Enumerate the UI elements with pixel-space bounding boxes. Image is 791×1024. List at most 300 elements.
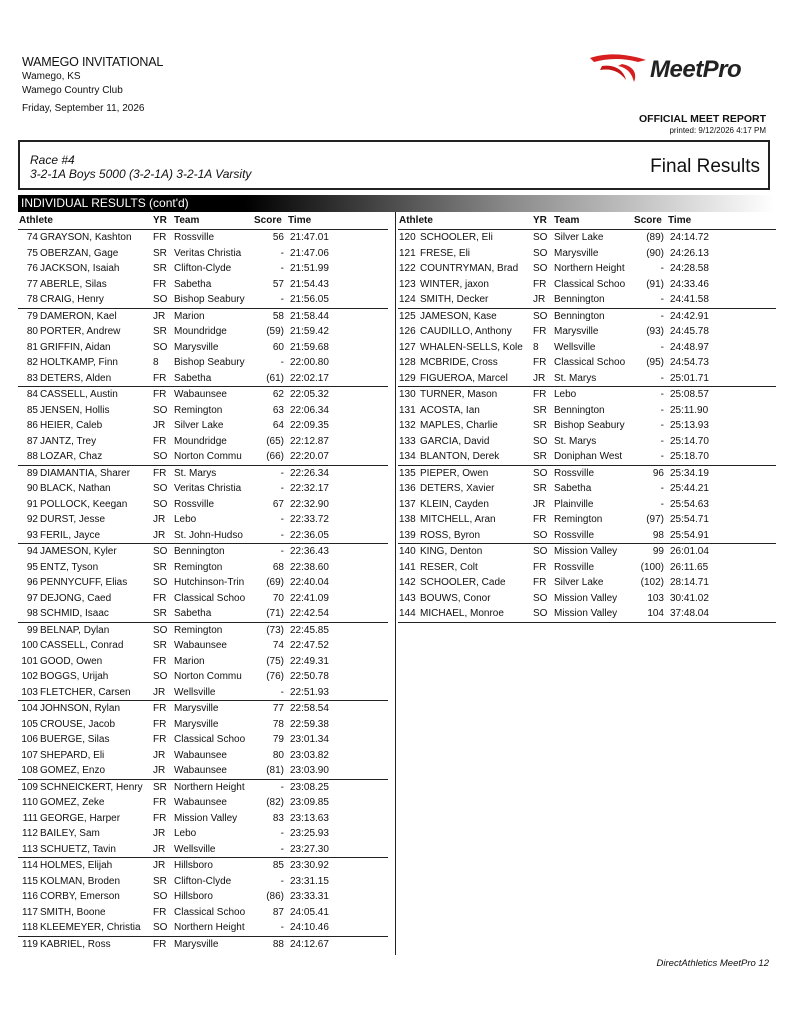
result-row — [18, 512, 388, 528]
result-row — [18, 324, 388, 340]
place-cell: 83 — [26, 372, 38, 384]
athlete-name-cell: SMITH, Boone — [40, 906, 106, 918]
score-cell: - — [280, 467, 284, 479]
team-cell: Bishop Seabury — [554, 420, 625, 431]
score-cell: (93) — [646, 326, 664, 337]
time-cell: 25:34.19 — [670, 467, 709, 479]
result-row — [18, 842, 388, 859]
place-cell: 138 — [399, 514, 416, 525]
athlete-name-cell: PIEPER, Owen — [420, 467, 489, 479]
athlete-name-cell: ENTZ, Tyson — [40, 561, 99, 573]
athlete-name-cell: KLEEMEYER, Christia — [40, 922, 141, 933]
time-cell: 25:01.71 — [670, 372, 709, 384]
yr-cell: SR — [533, 451, 547, 462]
yr-cell: SO — [153, 451, 168, 462]
time-cell: 21:51.99 — [290, 263, 329, 274]
team-cell: Rossville — [174, 498, 215, 510]
place-cell: 110 — [22, 797, 38, 808]
result-row — [398, 560, 776, 576]
place-cell: 117 — [22, 906, 38, 918]
place-cell: 141 — [399, 561, 416, 573]
athlete-name-cell: ACOSTA, Ian — [420, 404, 480, 416]
place-cell: 99 — [26, 624, 38, 636]
athlete-name-cell: MITCHELL, Aran — [420, 514, 496, 525]
score-cell: - — [660, 483, 664, 494]
place-cell: 82 — [26, 357, 38, 368]
score-cell: - — [280, 247, 284, 259]
time-cell: 24:45.78 — [670, 326, 709, 337]
score-cell: - — [280, 843, 284, 855]
team-cell: Mission Valley — [554, 546, 618, 557]
place-cell: 85 — [26, 404, 38, 416]
place-cell: 96 — [26, 577, 38, 588]
time-cell: 25:54.63 — [670, 498, 709, 510]
team-cell: Norton Commu — [174, 671, 242, 682]
athlete-name-cell: BUERGE, Silas — [40, 734, 110, 745]
score-cell: - — [280, 483, 284, 494]
score-cell: 70 — [272, 592, 284, 604]
place-cell: 86 — [26, 420, 38, 431]
result-row — [18, 905, 388, 921]
time-cell: 22:09.35 — [290, 420, 329, 431]
swoosh-icon — [588, 50, 650, 86]
score-cell: - — [280, 686, 284, 698]
place-cell: 139 — [399, 529, 416, 541]
score-cell: 64 — [272, 420, 284, 431]
yr-cell: FR — [533, 514, 547, 525]
athlete-name-cell: CORBY, Emerson — [40, 891, 120, 902]
team-cell: Marysville — [554, 247, 599, 259]
yr-cell: SR — [153, 326, 167, 337]
athlete-name-cell: FERIL, Jayce — [40, 529, 101, 541]
result-row — [18, 889, 388, 905]
place-cell: 130 — [399, 389, 416, 400]
result-row — [18, 638, 388, 654]
yr-cell: FR — [533, 326, 547, 337]
athlete-header: Athlete — [19, 215, 53, 226]
athlete-name-cell: CASSELL, Austin — [40, 389, 118, 400]
place-cell: 108 — [21, 765, 38, 776]
time-cell: 22:20.07 — [290, 451, 329, 462]
place-cell: 84 — [26, 389, 38, 400]
athlete-name-cell: JENSEN, Hollis — [40, 404, 110, 416]
team-cell: Veritas Christia — [174, 483, 242, 494]
result-row — [398, 418, 776, 434]
yr-cell: SO — [153, 404, 168, 416]
score-cell: 77 — [272, 703, 284, 714]
team-cell: Marysville — [554, 326, 599, 337]
time-cell: 23:31.15 — [290, 875, 329, 887]
time-cell: 22:51.93 — [290, 686, 329, 698]
time-cell: 24:42.91 — [670, 310, 709, 322]
place-cell: 107 — [21, 749, 38, 761]
yr-cell: JR — [153, 686, 166, 698]
yr-cell: FR — [533, 577, 547, 588]
time-cell: 22:50.78 — [290, 671, 329, 682]
athlete-name-cell: JAMESON, Kyler — [40, 546, 117, 557]
team-cell: Clifton-Clyde — [174, 875, 232, 887]
race-info-box — [18, 140, 770, 190]
athlete-name-cell: BLACK, Nathan — [40, 483, 111, 494]
meet-date: Friday, September 11, 2026 — [22, 103, 145, 114]
time-cell: 24:48.97 — [670, 341, 709, 353]
time-cell: 22:36.05 — [290, 529, 329, 541]
time-cell: 25:14.70 — [670, 435, 709, 447]
yr-cell: FR — [533, 278, 547, 290]
athlete-name-cell: FIGUEROA, Marcel — [420, 372, 508, 384]
yr-cell: JR — [153, 828, 166, 839]
results-rows-right — [398, 230, 776, 623]
team-cell: Marion — [174, 655, 205, 667]
time-cell: 23:25.93 — [290, 828, 329, 839]
athlete-name-cell: ABERLE, Silas — [40, 278, 107, 290]
place-cell: 91 — [26, 498, 38, 510]
team-cell: Silver Lake — [554, 577, 604, 588]
athlete-name-cell: COUNTRYMAN, Brad — [420, 263, 519, 274]
team-cell: St. Marys — [554, 435, 597, 447]
result-row — [18, 355, 388, 371]
yr-cell: FR — [153, 797, 167, 808]
team-cell: Mission Valley — [174, 812, 238, 824]
yr-cell: SR — [153, 781, 167, 793]
results-column-right — [398, 212, 776, 623]
time-cell: 25:13.93 — [670, 420, 709, 431]
result-row — [18, 575, 388, 591]
result-row — [398, 261, 776, 277]
athlete-name-cell: MCBRIDE, Cross — [420, 357, 498, 368]
result-row — [18, 795, 388, 811]
yr-cell: JR — [153, 420, 166, 431]
score-cell: 83 — [272, 812, 284, 824]
yr-cell: JR — [153, 514, 166, 525]
yr-cell: SO — [533, 435, 548, 447]
athlete-name-cell: RESER, Colt — [420, 561, 478, 573]
team-cell: Sabetha — [174, 372, 212, 384]
yr-cell: SO — [153, 483, 168, 494]
team-cell: Doniphan West — [554, 451, 623, 462]
score-cell: 57 — [272, 278, 284, 290]
yr-cell: SR — [153, 561, 167, 573]
results-column-left — [18, 212, 388, 952]
time-cell: 22:33.72 — [290, 514, 329, 525]
result-row — [398, 340, 776, 356]
yr-cell: FR — [153, 278, 167, 290]
result-row — [18, 544, 388, 560]
result-row — [18, 748, 388, 764]
athlete-name-cell: SCHOOLER, Cade — [420, 577, 506, 588]
yr-cell: JR — [153, 310, 166, 322]
result-row — [18, 434, 388, 450]
score-cell: 85 — [272, 860, 284, 871]
section-header-bar — [18, 195, 774, 212]
result-row — [18, 780, 388, 796]
yr-cell: FR — [153, 906, 167, 918]
team-cell: Wabaunsee — [174, 749, 227, 761]
time-cell: 21:47.06 — [290, 247, 329, 259]
result-row — [18, 701, 388, 717]
score-cell: - — [280, 529, 284, 541]
team-cell: Marion — [174, 310, 205, 322]
yr-cell: SR — [153, 640, 167, 651]
yr-cell: SO — [533, 529, 548, 541]
place-cell: 81 — [26, 341, 38, 353]
result-row — [18, 418, 388, 434]
place-cell: 101 — [21, 655, 38, 667]
score-cell: (89) — [646, 232, 664, 243]
yr-cell: JR — [153, 843, 166, 855]
team-cell: Lebo — [554, 389, 577, 400]
athlete-name-cell: JANTZ, Trey — [40, 435, 97, 447]
team-cell: Lebo — [174, 828, 197, 839]
yr-cell: FR — [153, 372, 167, 384]
team-cell: Sabetha — [174, 278, 212, 290]
result-row — [398, 449, 776, 466]
result-row — [398, 277, 776, 293]
place-cell: 129 — [399, 372, 416, 384]
score-cell: (82) — [266, 797, 284, 808]
time-cell: 25:08.57 — [670, 389, 709, 400]
score-cell: - — [280, 294, 284, 305]
athlete-name-cell: SCHUETZ, Tavin — [40, 843, 116, 855]
place-cell: 105 — [21, 718, 38, 730]
score-cell: 67 — [272, 498, 284, 510]
yr-cell: SR — [153, 608, 167, 619]
result-row — [18, 340, 388, 356]
team-cell: Rossville — [174, 232, 215, 243]
yr-cell: SO — [533, 467, 548, 479]
team-cell: Moundridge — [174, 326, 227, 337]
team-cell: Silver Lake — [554, 232, 604, 243]
team-cell: Bennington — [554, 404, 605, 416]
team-cell: Wabaunsee — [174, 765, 227, 776]
time-cell: 24:33.46 — [670, 278, 709, 290]
time-cell: 23:30.92 — [290, 860, 329, 871]
athlete-name-cell: CROUSE, Jacob — [40, 718, 116, 730]
score-cell: - — [660, 341, 664, 353]
place-cell: 90 — [26, 483, 38, 494]
yr-cell: JR — [533, 498, 546, 510]
time-cell: 30:41.02 — [670, 592, 709, 604]
time-cell: 23:03.82 — [290, 749, 329, 761]
yr-cell: SO — [153, 498, 168, 510]
yr-cell: SO — [153, 294, 168, 305]
score-cell: 103 — [647, 592, 664, 604]
score-cell: 60 — [272, 341, 284, 353]
team-cell: Mission Valley — [554, 608, 618, 619]
team-cell: Northern Height — [174, 922, 245, 933]
result-row — [398, 309, 776, 325]
result-row — [18, 591, 388, 607]
time-cell: 22:06.34 — [290, 404, 329, 416]
yr-cell: SO — [153, 624, 168, 636]
place-cell: 133 — [399, 435, 416, 447]
score-cell: 74 — [272, 640, 284, 651]
score-cell: 62 — [272, 389, 284, 400]
time-cell: 22:05.32 — [290, 389, 329, 400]
result-row — [18, 811, 388, 827]
team-cell: Classical Schoo — [554, 278, 626, 290]
yr-cell: 8 — [533, 341, 539, 353]
athlete-name-cell: POLLOCK, Keegan — [40, 498, 128, 510]
result-row — [398, 512, 776, 528]
place-cell: 140 — [399, 546, 416, 557]
score-cell: - — [660, 498, 664, 510]
score-cell: 80 — [272, 749, 284, 761]
logo-text: MeetPro — [650, 56, 742, 83]
result-row — [18, 230, 388, 246]
team-cell: Remington — [174, 624, 223, 636]
yr-cell: SO — [533, 310, 548, 322]
result-row — [18, 874, 388, 890]
result-row — [18, 246, 388, 262]
place-cell: 89 — [26, 467, 38, 479]
team-cell: Remington — [554, 514, 603, 525]
result-row — [18, 560, 388, 576]
athlete-name-cell: BOUWS, Conor — [420, 592, 491, 604]
result-row — [398, 292, 776, 309]
team-cell: Northern Height — [554, 263, 625, 274]
yr-cell: SR — [153, 263, 167, 274]
athlete-name-cell: FRESE, Eli — [420, 247, 471, 259]
result-row — [18, 685, 388, 702]
time-cell: 21:54.43 — [290, 278, 329, 290]
athlete-name-cell: SCHOOLER, Eli — [420, 232, 493, 243]
team-cell: Marysville — [174, 938, 219, 950]
yr-cell: SO — [533, 247, 548, 259]
athlete-name-cell: KING, Denton — [420, 546, 483, 557]
score-cell: 104 — [647, 608, 664, 619]
place-cell: 88 — [26, 451, 38, 462]
time-cell: 23:27.30 — [290, 843, 329, 855]
place-cell: 135 — [399, 467, 416, 479]
athlete-name-cell: FLETCHER, Carsen — [40, 686, 131, 698]
yr-header: YR — [533, 215, 547, 226]
result-row — [398, 355, 776, 371]
score-cell: 78 — [272, 718, 284, 730]
time-cell: 24:41.58 — [670, 294, 709, 305]
yr-cell: FR — [153, 734, 167, 745]
yr-cell: SO — [153, 891, 168, 902]
place-cell: 127 — [399, 341, 416, 353]
athlete-name-cell: DEJONG, Caed — [40, 592, 112, 604]
time-cell: 22:26.34 — [290, 467, 329, 479]
time-cell: 24:12.67 — [290, 938, 329, 950]
yr-cell: JR — [153, 749, 166, 761]
time-cell: 23:09.85 — [290, 797, 329, 808]
athlete-name-cell: CRAIG, Henry — [40, 294, 104, 305]
athlete-name-cell: TURNER, Mason — [420, 389, 498, 400]
result-row — [18, 371, 388, 388]
score-cell: 88 — [272, 938, 284, 950]
score-cell: - — [660, 404, 664, 416]
yr-cell: SR — [533, 404, 547, 416]
athlete-name-cell: CASSELL, Conrad — [40, 640, 124, 651]
score-cell: - — [280, 514, 284, 525]
place-cell: 124 — [399, 294, 416, 305]
place-cell: 75 — [26, 247, 38, 259]
score-cell: - — [660, 310, 664, 322]
result-row — [398, 575, 776, 591]
score-cell: (73) — [266, 624, 284, 636]
time-cell: 24:14.72 — [670, 232, 709, 243]
place-cell: 134 — [399, 451, 416, 462]
time-header: Time — [668, 215, 692, 226]
time-cell: 24:05.41 — [290, 906, 329, 918]
score-cell: (66) — [266, 451, 284, 462]
athlete-name-cell: DURST, Jesse — [40, 514, 106, 525]
time-cell: 22:00.80 — [290, 357, 329, 368]
result-row — [398, 371, 776, 388]
score-cell: (102) — [640, 577, 664, 588]
place-cell: 106 — [21, 734, 38, 745]
result-row — [398, 246, 776, 262]
yr-cell: SO — [533, 232, 548, 243]
score-cell: (59) — [266, 326, 284, 337]
athlete-name-cell: BOGGS, Urijah — [40, 671, 109, 682]
yr-cell: JR — [153, 765, 166, 776]
result-row — [18, 606, 388, 623]
athlete-name-cell: BELNAP, Dylan — [40, 624, 110, 636]
yr-cell: FR — [153, 655, 167, 667]
team-cell: Mission Valley — [554, 592, 618, 604]
team-cell: Bennington — [174, 546, 225, 557]
team-cell: Silver Lake — [174, 420, 224, 431]
score-cell: - — [280, 922, 284, 933]
time-cell: 24:28.58 — [670, 263, 709, 274]
meet-location: Wamego, KS — [22, 71, 81, 82]
yr-cell: SO — [153, 577, 168, 588]
result-row — [18, 481, 388, 497]
place-cell: 74 — [26, 232, 38, 243]
team-cell: Hillsboro — [174, 860, 213, 871]
yr-cell: FR — [533, 357, 547, 368]
result-row — [398, 230, 776, 246]
score-cell: 79 — [272, 734, 284, 745]
result-row — [398, 591, 776, 607]
results-rows-left — [18, 230, 388, 952]
place-cell: 77 — [26, 278, 38, 290]
score-cell: - — [660, 451, 664, 462]
athlete-name-cell: KABRIEL, Ross — [40, 938, 111, 950]
result-row — [18, 466, 388, 482]
score-cell: (61) — [266, 372, 284, 384]
athlete-name-cell: PENNYCUFF, Elias — [40, 577, 128, 588]
athlete-header: Athlete — [399, 215, 433, 226]
time-header: Time — [288, 215, 312, 226]
yr-cell: SR — [533, 483, 547, 494]
result-row — [18, 623, 388, 639]
score-header: Score — [634, 215, 662, 226]
team-cell: Marysville — [174, 703, 219, 714]
place-cell: 92 — [26, 514, 38, 525]
place-cell: 111 — [22, 812, 38, 824]
footer-credit: DirectAthletics MeetPro 12 — [656, 958, 769, 969]
time-cell: 25:11.90 — [670, 404, 709, 416]
athlete-name-cell: DETERS, Alden — [40, 372, 112, 384]
place-cell: 103 — [21, 686, 38, 698]
place-cell: 116 — [22, 891, 38, 902]
place-cell: 102 — [21, 671, 38, 682]
yr-cell: SO — [153, 546, 168, 557]
score-cell: - — [660, 294, 664, 305]
team-cell: Marysville — [174, 341, 219, 353]
yr-cell: SR — [533, 420, 547, 431]
meet-venue: Wamego Country Club — [22, 85, 123, 96]
athlete-name-cell: MAPLES, Charlie — [420, 420, 498, 431]
team-cell: Wabaunsee — [174, 640, 227, 651]
result-row — [18, 403, 388, 419]
athlete-name-cell: JAMESON, Kase — [420, 310, 497, 322]
